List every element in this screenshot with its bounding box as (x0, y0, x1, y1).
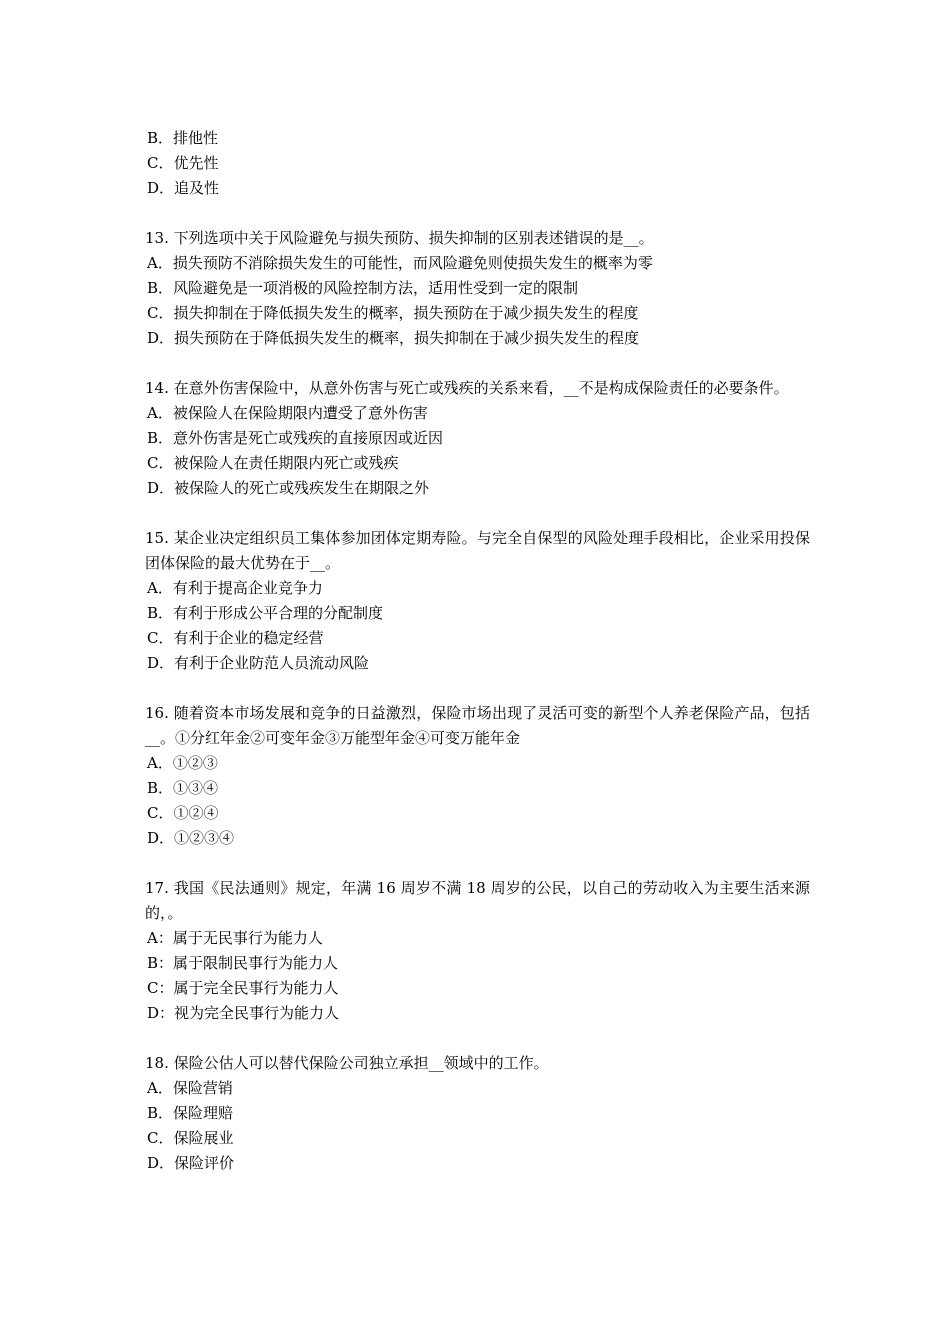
question-stem: 13. 下列选项中关于风险避免与损失预防、损失抑制的区别表述错误的是__。 (145, 229, 654, 247)
question-13 (145, 226, 810, 351)
option-c: C．优先性 (147, 154, 219, 172)
option-d: D．追及性 (147, 179, 220, 197)
option-a: A．有利于提高企业竞争力 (147, 579, 323, 597)
option-c: C．有利于企业的稳定经营 (147, 629, 324, 647)
option-b: B．排他性 (147, 129, 219, 147)
option-c: C．保险展业 (147, 1129, 234, 1147)
question-stem: 14. 在意外伤害保险中，从意外伤害与死亡或残疾的关系来看，__不是构成保险责任的必要条件。 (145, 379, 789, 397)
option-d: D．损失预防在于降低损失发生的概率，损失抑制在于减少损失发生的程度 (147, 329, 640, 347)
option-d: D．①②③④ (147, 829, 235, 847)
option-b: B．保险理赔 (147, 1104, 234, 1122)
leading-options (145, 126, 810, 201)
option-b: B．意外伤害是死亡或残疾的直接原因或近因 (147, 429, 444, 447)
option-a: A．被保险人在保险期限内遭受了意外伤害 (147, 404, 428, 422)
question-stem: 16. 随着资本市场发展和竞争的日益激烈，保险市场出现了灵活可变的新型个人养老保险产品，包括__。①分红年金②可变年金③万能型年金④可变万能年金 (145, 704, 810, 747)
option-c: C．①②④ (147, 804, 219, 822)
question-stem: 17. 我国《民法通则》规定，年满 16 周岁不满 18 周岁的公民，以自己的劳动收入为主要生活来源的，。 (145, 879, 810, 922)
document-page (145, 126, 810, 1176)
question-stem: 18. 保险公估人可以替代保险公司独立承担__领域中的工作。 (145, 1054, 549, 1072)
option-b: B．①③④ (147, 779, 219, 797)
option-a: A．①②③ (147, 754, 218, 772)
option-b: B．风险避免是一项消极的风险控制方法，适用性受到一定的限制 (147, 279, 579, 297)
option-a: A．保险营销 (147, 1079, 233, 1097)
option-d: D．保险评价 (147, 1154, 235, 1172)
option-c: C．被保险人在责任期限内死亡或残疾 (147, 454, 399, 472)
question-17 (145, 876, 810, 1026)
option-a: A：属于无民事行为能力人 (147, 929, 323, 947)
question-14 (145, 376, 810, 501)
option-b: B：属于限制民事行为能力人 (147, 954, 339, 972)
option-d: D．有利于企业防范人员流动风险 (147, 654, 370, 672)
option-d: D：视为完全民事行为能力人 (147, 1004, 340, 1022)
option-d: D．被保险人的死亡或残疾发生在期限之外 (147, 479, 430, 497)
option-c: C．损失抑制在于降低损失发生的概率，损失预防在于减少损失发生的程度 (147, 304, 639, 322)
option-c: C：属于完全民事行为能力人 (147, 979, 339, 997)
option-b: B．有利于形成公平合理的分配制度 (147, 604, 384, 622)
option-a: A．损失预防不消除损失发生的可能性，而风险避免则使损失发生的概率为零 (147, 254, 653, 272)
question-stem: 15. 某企业决定组织员工集体参加团体定期寿险。与完全自保型的风险处理手段相比，企业采用投保团体保险的最大优势在于__。 (145, 529, 810, 572)
question-15 (145, 526, 810, 676)
question-16 (145, 701, 810, 851)
question-18 (145, 1051, 810, 1176)
